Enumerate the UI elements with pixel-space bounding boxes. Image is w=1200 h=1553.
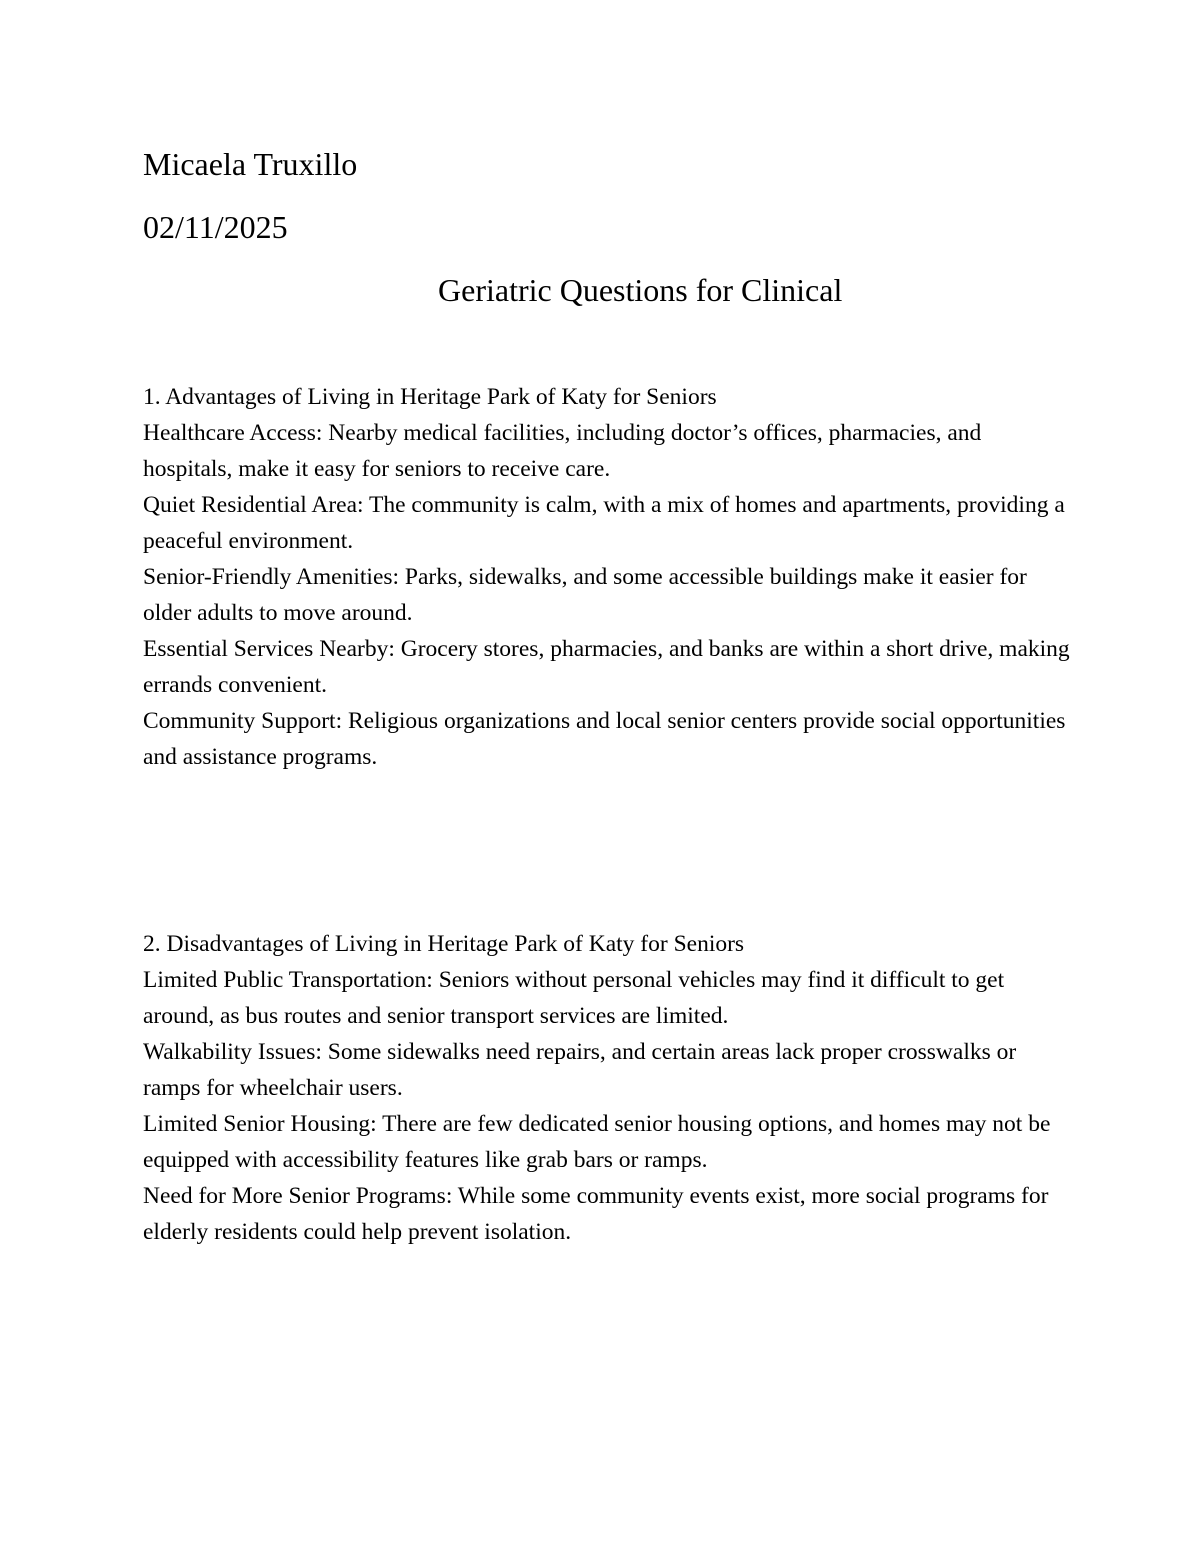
section-heading: 1. Advantages of Living in Heritage Park of Katy for Seniors [143, 384, 717, 410]
advantage-item: Community Support: Religious organizations and local senior centers provide social opportunities and assistance programs. [143, 708, 1066, 770]
disadvantage-item: Limited Public Transportation: Seniors without personal vehicles may find it difficult to get around, as bus routes and senior transport services are limited. [143, 967, 1005, 1029]
advantage-item: Healthcare Access: Nearby medical facilities, including doctor’s offices, pharmacies, and hospitals, make it easy for seniors to receive care. [143, 420, 982, 482]
disadvantage-item: Limited Senior Housing: There are few dedicated senior housing options, and homes may not be equipped with accessibility features like grab bars or ramps. [143, 1111, 1051, 1173]
author-name: Micaela Truxillo [143, 146, 358, 182]
advantage-item: Essential Services Nearby: Grocery stores, pharmacies, and banks are within a short drive, making errands convenient. [143, 636, 1070, 698]
document-date: 02/11/2025 [143, 209, 288, 245]
advantage-item: Senior-Friendly Amenities: Parks, sidewalks, and some accessible buildings make it easier for older adults to move around. [143, 564, 1027, 626]
disadvantage-item: Walkability Issues: Some sidewalks need repairs, and certain areas lack proper crosswalks or ramps for wheelchair users. [143, 1039, 1017, 1101]
disadvantages-section [143, 926, 1073, 1250]
advantages-section [143, 379, 1073, 775]
document-title: Geriatric Questions for Clinical [438, 272, 843, 308]
disadvantage-item: Need for More Senior Programs: While some community events exist, more social programs for elderly residents could help prevent isolation. [143, 1183, 1049, 1245]
section-heading: 2. Disadvantages of Living in Heritage Park of Katy for Seniors [143, 931, 745, 957]
advantage-item: Quiet Residential Area: The community is calm, with a mix of homes and apartments, providing a peaceful environment. [143, 492, 1065, 554]
